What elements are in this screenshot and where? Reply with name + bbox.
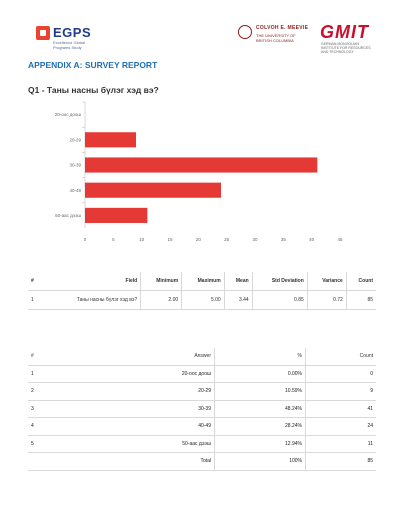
x-tick-label: 0 [83, 237, 87, 242]
university-logo-name: COLVOH E. MEEVIE [256, 25, 309, 31]
bar [85, 132, 136, 147]
question-title: Q1 - Таны насны бүлэг хэд вэ? [28, 85, 159, 95]
cell-percent: 48.24% [215, 400, 306, 418]
x-tick-label: 15 [167, 237, 173, 242]
x-tick-label: 5 [112, 237, 115, 242]
egps-logo [36, 25, 106, 53]
col-std-deviation: Std Deviation [252, 272, 307, 291]
x-tick-label: 40 [309, 237, 315, 242]
table-row [28, 291, 376, 310]
table-row [28, 365, 376, 383]
bar [85, 208, 147, 223]
col-number: # [28, 348, 60, 365]
egps-logo-subtitle: Excellence Global Programs Study [53, 40, 86, 50]
cell-minimum: 2.00 [141, 291, 182, 310]
answer-distribution-table [28, 348, 376, 471]
gmit-logo [320, 22, 378, 54]
answer-header-row [28, 348, 376, 365]
cell-variance: 0.72 [307, 291, 346, 310]
report-heading: APPENDIX A: SURVEY REPORT [28, 60, 158, 70]
cell-answer: 30-39 [60, 400, 215, 418]
cell-percent: 12.94% [215, 435, 306, 453]
university-logo [238, 24, 314, 48]
gmit-logo-subtitle: GERMAN-MONGOLIAN INSTITUTE FOR RESOURCES AND TECHNOLOGY [321, 42, 371, 54]
cell-total-percent: 100% [215, 453, 306, 471]
cell-percent: 10.59% [215, 383, 306, 401]
cell-number: 5 [28, 435, 60, 453]
x-tick-label: 20 [195, 237, 201, 242]
x-tick-label: 45 [337, 237, 343, 242]
cell-count: 0 [306, 365, 377, 383]
egps-logo-name: EGPS [53, 25, 92, 40]
category-label: 20-оос доош [54, 112, 81, 118]
total-row [28, 453, 376, 471]
bar [85, 183, 221, 198]
cell-answer: 50-аас дээш [60, 435, 215, 453]
col-count: Count [346, 272, 376, 291]
x-tick-label: 30 [252, 237, 258, 242]
table-row [28, 400, 376, 418]
cell-count: 11 [306, 435, 377, 453]
summary-statistics-table [28, 272, 376, 310]
egps-logo-mark [36, 26, 50, 40]
category-label: 30-39 [69, 162, 81, 168]
cell-total-label: Total [60, 453, 215, 471]
table-row [28, 383, 376, 401]
cell-number: 1 [28, 291, 46, 310]
cell-answer: 20-оос доош [60, 365, 215, 383]
col-variance: Variance [307, 272, 346, 291]
cell-field: Таны насны бүлэг хэд вэ? [46, 291, 141, 310]
cell-std-deviation: 0.85 [252, 291, 307, 310]
col-number: # [28, 272, 46, 291]
cell-percent: 28.24% [215, 418, 306, 436]
cell-number: 4 [28, 418, 60, 436]
x-tick-label: 35 [280, 237, 286, 242]
cell-percent: 0.00% [215, 365, 306, 383]
cell-count: 9 [306, 383, 377, 401]
category-label: 40-49 [69, 187, 81, 193]
bar [85, 157, 317, 172]
x-tick-label: 25 [224, 237, 230, 242]
university-seal-icon [238, 25, 252, 39]
cell-count: 24 [306, 418, 377, 436]
cell-number [28, 453, 60, 471]
cell-number: 1 [28, 365, 60, 383]
cell-total-count: 85 [306, 453, 377, 471]
cell-answer: 20-29 [60, 383, 215, 401]
col-field: Field [46, 272, 141, 291]
table-row [28, 435, 376, 453]
cell-number: 3 [28, 400, 60, 418]
col-mean: Mean [224, 272, 252, 291]
col-maximum: Maximum [182, 272, 225, 291]
university-logo-subtitle: THE UNIVERSITY OF BRITISH COLUMBIA [256, 33, 296, 43]
cell-mean: 3.44 [224, 291, 252, 310]
col-count: Count [306, 348, 377, 365]
col-percent: % [215, 348, 306, 365]
cell-count: 41 [306, 400, 377, 418]
col-answer: Answer [60, 348, 215, 365]
category-label: 20-29 [69, 137, 81, 143]
x-tick-label: 10 [139, 237, 145, 242]
summary-header-row [28, 272, 376, 291]
cell-count: 85 [346, 291, 376, 310]
col-minimum: Minimum [141, 272, 182, 291]
gmit-logo-name: GMIT [320, 22, 369, 42]
cell-answer: 40-49 [60, 418, 215, 436]
cell-maximum: 5.00 [182, 291, 225, 310]
age-group-bar-chart [30, 100, 360, 248]
table-row [28, 418, 376, 436]
category-label: 50-аас дээш [55, 213, 81, 218]
cell-number: 2 [28, 383, 60, 401]
